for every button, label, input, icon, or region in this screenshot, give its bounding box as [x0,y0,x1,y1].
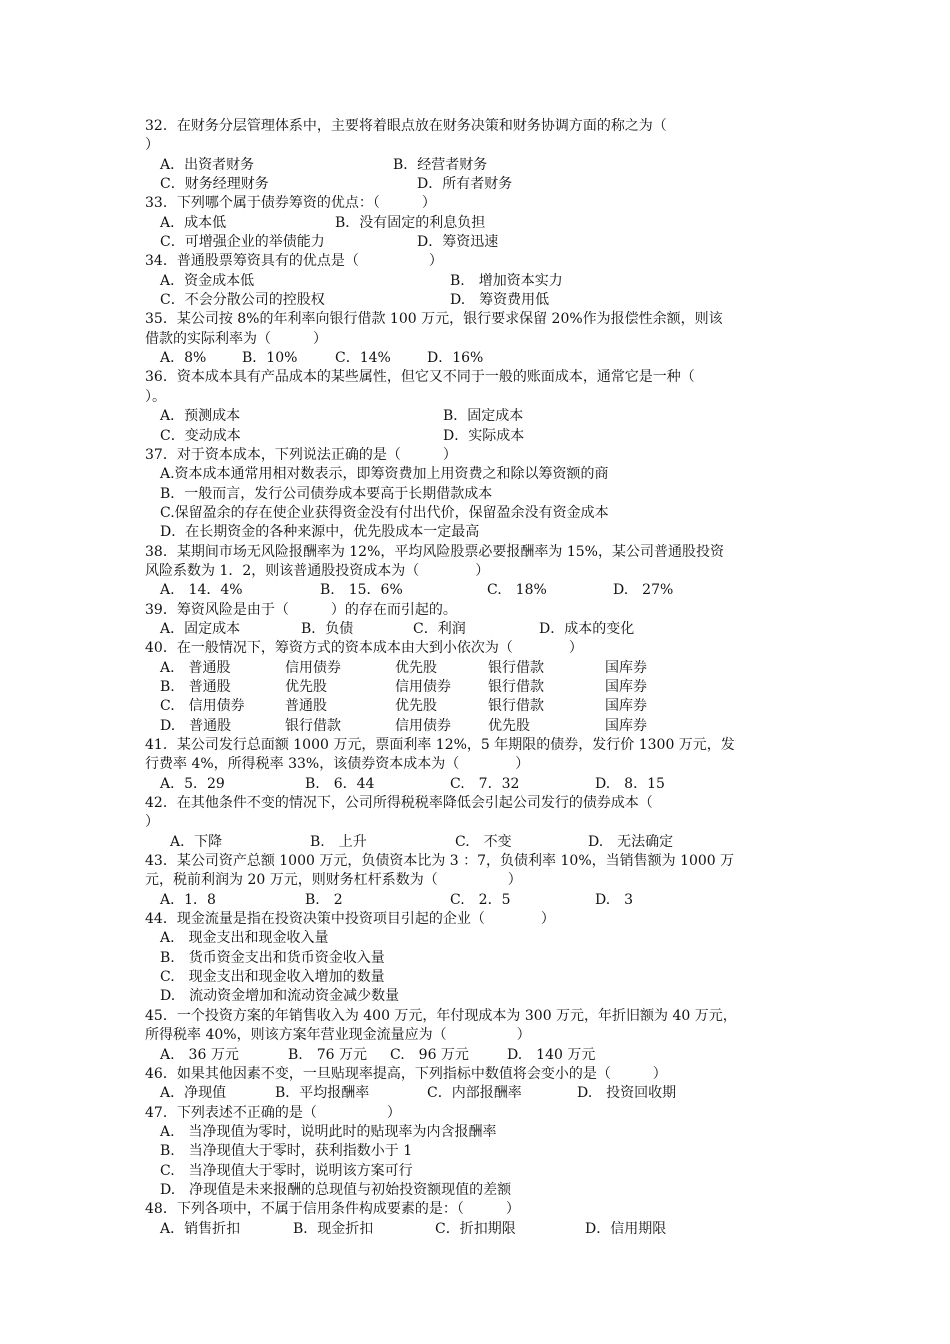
answer-options-line [145,929,810,948]
answer-option: B．没有固定的利息负担 [335,214,486,231]
answer-option: 银行借款 [488,678,544,695]
question-text-line: 34．普通股票筹资具有的优点是（ ） [145,253,443,270]
answer-option: A．固定成本 [160,620,241,637]
answer-options-line [145,833,810,852]
answer-option: D. 净现值是未来报酬的总现值与初始投资额现值的差额 [160,1181,512,1198]
question-text-line: 36．资本成本具有产品成本的某些属性，但它又不同于一般的账面成本，通常它是一种（ [145,369,695,386]
answer-option: C. 2．5 [450,891,511,908]
question-list [145,117,810,1239]
answer-option: C．内部报酬率 [427,1085,522,1102]
answer-options-line [145,968,810,987]
answer-option: A．成本低 [160,214,227,231]
question-text-line: 38．某期间市场无风险报酬率为 12%，平均风险股票必要报酬率为 15%，某公司普通股投资 [145,543,724,560]
question-text-line: 33．下列哪个属于债券筹资的优点：（ ） [145,195,436,212]
answer-options-line [145,349,810,368]
question-text-line: ） [145,814,159,831]
answer-option: D．筹资迅速 [417,234,499,251]
answer-option: B．负债 [301,620,354,637]
answer-option: C.保留盈余的存在使企业获得资金没有付出代价，保留盈余没有资金成本 [160,504,609,521]
question-text-line: 行费率 4%，所得税率 33%，该债券资本成本为（ ） [145,756,530,773]
answer-option: D．信用期限 [585,1220,667,1237]
answer-option: C. 7．32 [450,775,520,792]
answer-options-line [145,659,810,678]
question-text-line: 47．下列表述不正确的是（ ） [145,1104,401,1121]
question-text-line: 45．一个投资方案的年销售收入为 400 万元，年付现成本为 300 万元，年折旧额为 40 万元， [145,1007,737,1024]
answer-option: C. 当净现值大于零时，说明该方案可行 [160,1162,413,1179]
answer-option: A. 36 万元 [160,1046,239,1063]
answer-option: C. 现金支出和现金收入增加的数量 [160,969,385,986]
answer-option: B. 6．44 [305,775,375,792]
answer-option: 信用债券 [285,659,341,676]
question-text-line: 42．在其他条件不变的情况下，公司所得税税率降低会引起公司发行的债券成本（ [145,795,653,812]
answer-option: C. 18% [487,582,547,599]
answer-options-line [145,620,810,639]
answer-options-line [145,175,810,194]
answer-option: C．14% [335,350,391,367]
answer-option: B. 增加资本实力 [450,272,563,289]
answer-options-line [145,678,810,697]
answer-option: D. 无法确定 [588,833,674,850]
question-text-line: 35．某公司按 8%的年利率向银行借款 100 万元，银行要求保留 20%作为报偿性余额，则该 [145,311,723,328]
answer-option: B. 普通股 [160,678,231,695]
answer-options-line [145,1142,810,1161]
answer-option: C. 96 万元 [390,1046,469,1063]
answer-option: B．经营者财务 [393,156,488,173]
answer-option: 银行借款 [285,717,341,734]
answer-options-line [145,485,810,504]
answer-option: A．净现值 [160,1085,227,1102]
answer-option: B．固定成本 [443,408,524,425]
answer-options-line [145,233,810,252]
answer-option: C. 不变 [455,833,512,850]
question-text-line: 所得税率 40%，则该方案年营业现金流量应为（ ） [145,1027,531,1044]
answer-option: D. 筹资费用低 [450,292,550,309]
answer-option: A.资本成本通常用相对数表示，即筹资费加上用资费之和除以筹资额的商 [160,466,609,483]
answer-options-line [145,1123,810,1142]
question-text-line: 44．现金流量是指在投资决策中投资项目引起的企业（ ） [145,911,555,928]
answer-option: A．资金成本低 [160,272,255,289]
answer-option: C．利润 [413,620,466,637]
question-text-line: 40．在一般情况下，筹资方式的资本成本由大到小依次为（ ） [145,640,583,657]
answer-option: 国库券 [605,698,647,715]
question-text-line: 43．某公司资产总额 1000 万元，负债资本比为 3 ：7，负债利率 10%，当销售额为 1000 万 [145,853,735,870]
answer-option: A．销售折扣 [160,1220,241,1237]
answer-option: A．5．29 [160,775,225,792]
answer-options-line [145,697,810,716]
answer-options-line [145,291,810,310]
answer-option: 银行借款 [488,659,544,676]
question-text-line: 元，税前利润为 20 万元，则财务杠杆系数为（ ） [145,872,522,889]
answer-options-line [145,775,810,794]
answer-options-line [145,949,810,968]
answer-options-line [145,504,810,523]
answer-options-line [145,214,810,233]
answer-option: D. 27% [613,582,674,599]
answer-option: B．平均报酬率 [275,1085,370,1102]
answer-option: 优先股 [488,717,530,734]
answer-option: C．可增强企业的举债能力 [160,234,325,251]
answer-option: 优先股 [395,698,437,715]
answer-option: B．现金折扣 [293,1220,374,1237]
answer-options-line [145,1084,810,1103]
answer-option: D. 流动资金增加和流动资金减少数量 [160,988,400,1005]
answer-option: C．变动成本 [160,427,241,444]
answer-option: D．实际成本 [443,427,525,444]
answer-option: 信用债券 [395,678,451,695]
answer-option: 国库券 [605,717,647,734]
answer-option: 优先股 [285,678,327,695]
question-text-line: ） [145,137,159,154]
answer-option: A. 当净现值为零时，说明此时的贴现率为内含报酬率 [160,1123,497,1140]
answer-option: D．成本的变化 [539,620,635,637]
answer-option: D. 3 [595,891,634,908]
question-text-line: 借款的实际利率为（ ） [145,330,327,347]
answer-option: A. 现金支出和现金收入量 [160,930,329,947]
answer-option: D．在长期资金的各种来源中，优先股成本一定最高 [160,524,480,541]
answer-option: 普通股 [285,698,327,715]
answer-option: B. 当净现值大于零时，获利指数小于 1 [160,1143,413,1160]
answer-option: D. 普通股 [160,717,232,734]
question-text-line: 46．如果其他因素不变，一旦贴现率提高，下列指标中数值将会变小的是（ ） [145,1065,667,1082]
answer-option: 优先股 [395,659,437,676]
answer-option: A．1．8 [160,891,216,908]
answer-option: 银行借款 [488,698,544,715]
answer-options-line [145,1181,810,1200]
question-text-line: 32．在财务分层管理体系中，主要将着眼点放在财务决策和财务协调方面的称之为（ [145,118,667,134]
answer-option: D. 8．15 [595,775,665,792]
question-text-line: 37．对于资本成本，下列说法正确的是（ ） [145,446,457,463]
answer-option: A．下降 [170,833,223,850]
answer-options-line [145,581,810,600]
answer-option: A．出资者财务 [160,156,255,173]
answer-option: B. 15．6% [320,582,403,599]
answer-options-line [145,891,810,910]
answer-option: C．不会分散公司的控股权 [160,292,325,309]
answer-option: D．16% [427,350,484,367]
question-text-line: 41．某公司发行总面额 1000 万元，票面利率 12%，5 年期限的债券，发行价 1300 万元，发 [145,737,735,753]
answer-options-line [145,1046,810,1065]
answer-option: D. 140 万元 [507,1046,596,1063]
answer-option: B. 2 [305,891,343,908]
answer-options-line [145,717,810,736]
question-text-line: ）。 [145,388,166,405]
answer-options-line [145,1162,810,1181]
answer-option: D．所有者财务 [417,176,513,193]
answer-options-line [145,272,810,291]
answer-options-line [145,523,810,542]
answer-option: C．财务经理财务 [160,176,269,193]
question-text-line: 48．下列各项中，不属于信用条件构成要素的是：（ ） [145,1201,520,1218]
answer-option: C. 信用债券 [160,698,245,715]
answer-option: B. 货币资金支出和货币资金收入量 [160,949,385,966]
answer-option: 信用债券 [395,717,451,734]
answer-option: B. 上升 [310,833,367,850]
answer-options-line [145,427,810,446]
question-text-line: 风险系数为 1．2，则该普通股投资成本为（ ） [145,562,490,579]
answer-option: B. 76 万元 [288,1046,368,1063]
answer-option: 国库券 [605,678,647,695]
answer-option: D. 投资回收期 [577,1085,677,1102]
answer-options-line [145,156,810,175]
answer-options-line [145,1220,810,1239]
answer-option: 国库券 [605,659,647,676]
answer-option: B．10% [242,350,298,367]
answer-option: A. 14．4% [160,582,243,599]
answer-option: A．预测成本 [160,408,241,425]
answer-option: B．一般而言，发行公司债券成本要高于长期借款成本 [160,485,493,502]
question-text-line: 39．筹资风险是由于（ ）的存在而引起的。 [145,601,457,618]
answer-options-line [145,465,810,484]
answer-options-line [145,407,810,426]
answer-option: A. 普通股 [160,659,231,676]
answer-option: A．8% [160,350,207,367]
answer-options-line [145,987,810,1006]
answer-option: C．折扣期限 [435,1220,516,1237]
